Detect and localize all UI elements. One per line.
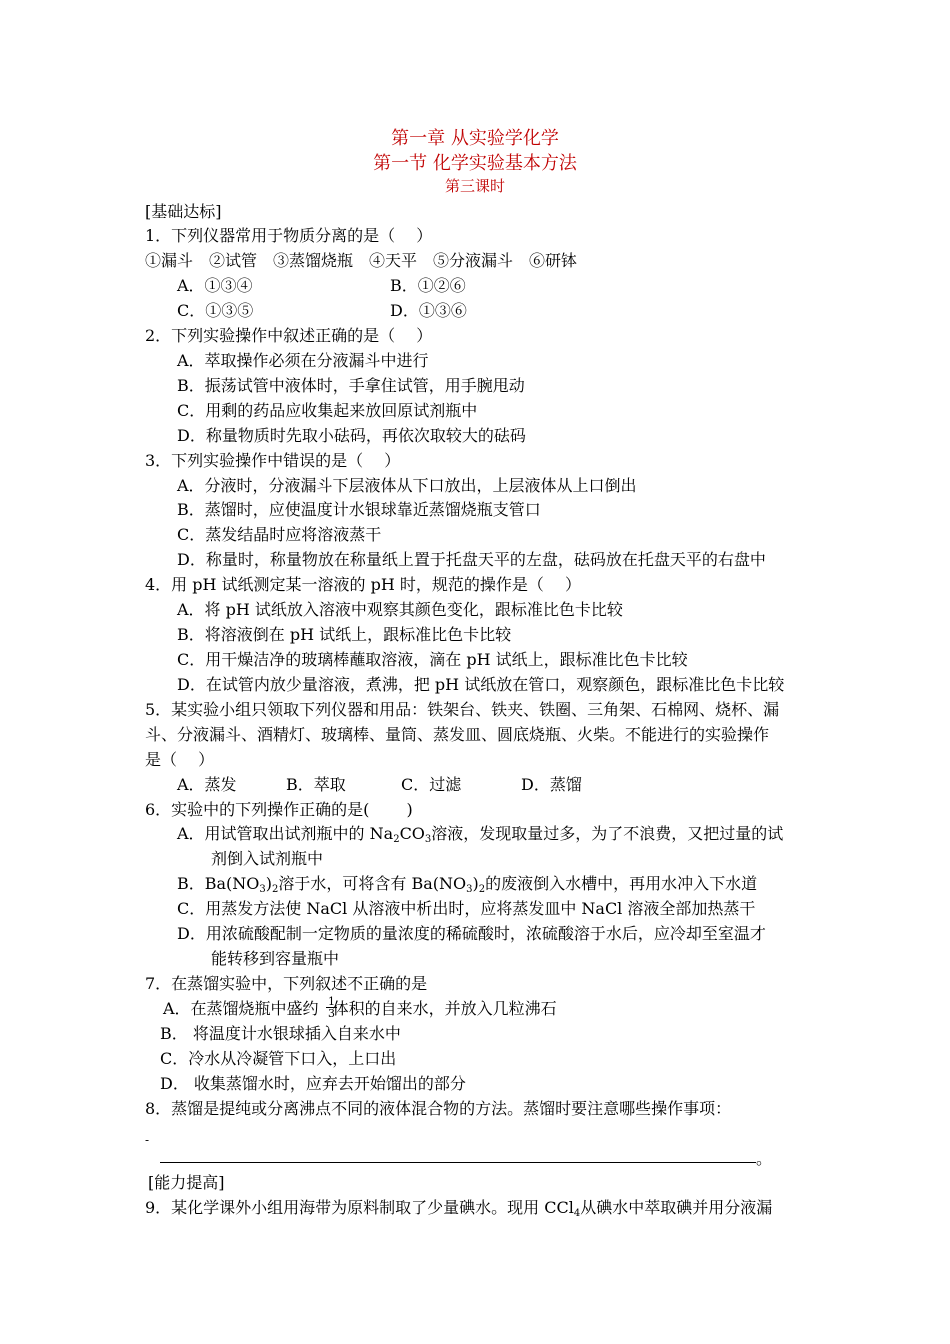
question-4-option-b: B．将溶液倒在 pH 试纸上，跟标准比色卡比较 — [177, 625, 512, 644]
question-1-option-a: A．①③④ — [177, 276, 253, 295]
question-3-option-b: B．蒸馏时，应使温度计水银球靠近蒸馏烧瓶支管口 — [177, 500, 541, 519]
question-5-stem-line-1: 5．某实验小组只领取下列仪器和用品：铁架台、铁夹、铁圈、三角架、石棉网、烧杯、漏 — [145, 700, 780, 719]
question-8-answer-blank[interactable] — [160, 1162, 756, 1163]
question-8-end-punctuation: 。 — [756, 1149, 773, 1168]
section-title: 第一节 化学实验基本方法 — [373, 153, 577, 174]
fraction-numerator: 1 — [328, 995, 335, 1008]
question-2-option-a: A．萃取操作必须在分液漏斗中进行 — [177, 351, 429, 370]
question-5-stem-line-3: 是（ ） — [145, 750, 215, 769]
question-7-stem: 7．在蒸馏实验中，下列叙述不正确的是 — [145, 974, 428, 993]
question-6-option-d: D．用浓硫酸配制一定物质的量浓度的稀硫酸时，浓硫酸溶于水后，应冷却至室温才 — [177, 924, 766, 943]
question-7-option-b: B． 将温度计水银球插入自来水中 — [160, 1024, 401, 1043]
question-4-stem: 4．用 pH 试纸测定某一溶液的 pH 时，规范的操作是（ ） — [145, 575, 582, 594]
question-4-option-d: D．在试管内放少量溶液，煮沸，把 pH 试纸放在管口，观察颜色，跟标准比色卡比较 — [177, 675, 785, 694]
question-5-stem-line-2: 斗、分液漏斗、酒精灯、玻璃棒、量筒、蒸发皿、圆底烧瓶、火柴。不能进行的实验操作 — [145, 725, 770, 744]
question-5-option-c: C．过滤 — [401, 775, 462, 794]
section-heading-advanced: [能力提高] — [148, 1173, 225, 1192]
question-4-option-c: C．用干燥洁净的玻璃棒蘸取溶液，滴在 pH 试纸上，跟标准比色卡比较 — [177, 650, 688, 669]
question-5-option-d: D．蒸馏 — [521, 775, 582, 794]
question-6-option-b: B．$Ba(NO_3)_2$溶于水，可将含有 $Ba(NO_3)_2$的废液倒入水槽中，再用水冲入下水道 — [177, 874, 758, 895]
question-3-stem: 3．下列实验操作中错误的是（ ） — [145, 451, 401, 470]
question-3-option-d: D．称量时，称量物放在称量纸上置于托盘天平的左盘，砝码放在托盘天平的右盘中 — [177, 550, 766, 569]
question-6-option-d-continued: 能转移到容量瓶中 — [211, 949, 340, 968]
question-2-option-b: B．振荡试管中液体时，手拿住试管，用手腕甩动 — [177, 376, 525, 395]
lesson-title: 第三课时 — [444, 177, 505, 195]
question-6-option-c: C．用蒸发方法使 NaCl 从溶液中析出时，应将蒸发皿中 NaCl 溶液全部加热蒸干 — [177, 899, 756, 918]
question-7-option-a: A．在蒸馏烧瓶中盛约 体积的自来水，并放入几粒沸石 — [163, 999, 557, 1018]
question-8-mark: - — [145, 1133, 150, 1147]
question-8-stem: 8．蒸馏是提纯或分离沸点不同的液体混合物的方法。蒸馏时要注意哪些操作事项： — [145, 1099, 732, 1118]
chapter-title: 第一章 从实验学化学 — [391, 128, 559, 149]
section-heading-basic: [基础达标] — [145, 202, 222, 221]
question-5-option-b: B．萃取 — [286, 775, 346, 794]
question-2-option-c: C．用剩的药品应收集起来放回原试剂瓶中 — [177, 401, 478, 420]
question-6-option-a: A．用试管取出试剂瓶中的 $Na_2CO_3$溶液，发现取量过多，为了不浪费，又把过量的试 — [177, 824, 784, 845]
question-7-option-c: C．冷水从冷凝管下口入，上口出 — [160, 1049, 397, 1068]
question-1-option-b: B．①②⑥ — [390, 276, 466, 295]
fraction-denominator: 3 — [328, 1007, 335, 1020]
question-3-option-c: C．蒸发结晶时应将溶液蒸干 — [177, 525, 382, 544]
question-5-option-a: A．蒸发 — [177, 775, 237, 794]
question-1-stem: 1．下列仪器常用于物质分离的是（ ） — [145, 226, 433, 245]
question-1-items: ①漏斗 ②试管 ③蒸馏烧瓶 ④天平 ⑤分液漏斗 ⑥研钵 — [145, 251, 578, 270]
question-2-stem: 2．下列实验操作中叙述正确的是（ ） — [145, 326, 433, 345]
question-4-option-a: A．将 pH 试纸放入溶液中观察其颜色变化，跟标准比色卡比较 — [177, 600, 623, 619]
question-7-fraction — [326, 996, 337, 1019]
question-9-stem: 9．某化学课外小组用海带为原料制取了少量碘水。现用 CCl$_4$从碘水中萃取碘并用分液漏 — [145, 1198, 773, 1219]
question-2-option-d: D．称量物质时先取小砝码，再依次取较大的砝码 — [177, 426, 526, 445]
question-1-option-c: C．①③⑤ — [177, 301, 254, 320]
question-1-option-d: D．①③⑥ — [390, 301, 467, 320]
question-7-option-d: D． 收集蒸馏水时，应弃去开始馏出的部分 — [160, 1074, 466, 1093]
question-6-stem: 6．实验中的下列操作正确的是( ) — [145, 800, 413, 819]
question-3-option-a: A．分液时，分液漏斗下层液体从下口放出，上层液体从上口倒出 — [177, 476, 637, 495]
question-6-option-a-continued: 剂倒入试剂瓶中 — [211, 849, 324, 868]
